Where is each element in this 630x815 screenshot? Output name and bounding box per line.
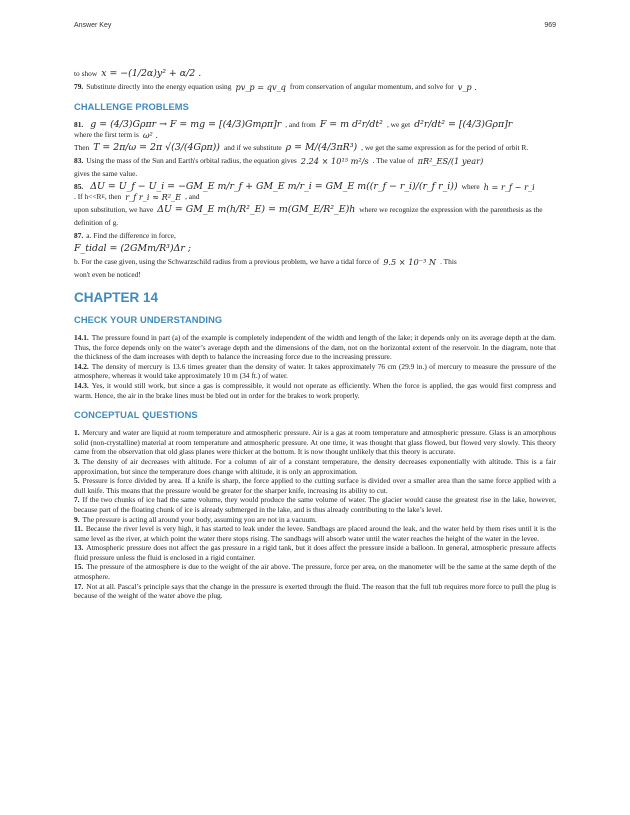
equation: F = m d²r/dt²	[319, 119, 383, 130]
answer-number: 79.	[74, 82, 84, 91]
item-text: The pressure of the atmosphere is due to the weight of the air above. The pressure, force per area, on the manometer will be the same at the same depth of the atmosphere.	[74, 562, 556, 582]
list-item	[74, 362, 556, 381]
page	[74, 22, 556, 601]
item-number: 17.	[74, 581, 84, 591]
list-item	[74, 476, 556, 495]
answer-number: 81.	[74, 120, 84, 129]
equation: g = (4/3)Gρπr → F = mg = [(4/3)Gmρπ]r	[90, 119, 282, 130]
chapter-title: CHAPTER 14	[74, 290, 159, 305]
answer-text: where	[461, 182, 480, 191]
subscript: E	[101, 194, 105, 200]
equation: T = 2π/ω = 2π √(3/(4Gρπ))	[93, 142, 220, 153]
item-text: Mercury and water are liquid at room temperature and atmospheric pressure. Air is a gas at room temperature and atmospheric pressure. Glass is an amorphous solid (non-crystalline) material at room temperature and atmospheric pressure. At one time, it was thought that glass flowed, but flowed very slowly. This theory came from the observation that old glass planes were thicker at the bottom. It is now thought unlikely that this theory is accurate.	[74, 428, 556, 457]
section-heading-conceptual: CONCEPTUAL QUESTIONS	[74, 410, 198, 421]
answer-87-c	[74, 270, 556, 280]
item-text: Atmospheric pressure does not affect the gas pressure in a rigid tank, but it does affect the pressure inside a balloon. In general, atmospheric pressure affects fluid pressure unless the fluid is enclosed in a rigid container.	[74, 543, 556, 562]
equation: 2.24 × 10¹⁵ m²/s	[300, 156, 369, 166]
list-item	[74, 381, 556, 400]
answer-text: definition of g.	[74, 218, 119, 227]
answer-79	[74, 82, 556, 92]
answer-number: 83.	[74, 156, 84, 165]
item-number: 14.3.	[74, 380, 89, 390]
item-number: 3.	[74, 456, 80, 466]
header-left: Answer Key	[74, 22, 112, 29]
answer-85-cont	[74, 205, 556, 215]
answer-text: , we get the same expression as for the period of orbit R.	[361, 143, 529, 152]
equation: ΔU = U_f − U_i = −GM_E m/r_f + GM_E m/r_i = GM_E m((r_f − r_i)/(r_f r_i))	[90, 181, 458, 192]
equation: r_f r_i ≈ R²_E	[125, 192, 182, 202]
conceptual-list	[74, 428, 556, 601]
equation: πR²_ES/(1 year)	[417, 156, 484, 166]
answer-83-cont	[74, 169, 556, 179]
equation: d²r/dt² = [(4/3)Gρπ]r	[414, 119, 513, 130]
equation: pv_p = qv_q	[235, 82, 286, 92]
answer-text: , we get	[386, 120, 411, 129]
item-number: 13.	[74, 543, 84, 553]
list-item	[74, 562, 556, 581]
list-item	[74, 495, 556, 514]
to-show-text: to show	[74, 69, 98, 78]
list-item	[74, 582, 556, 601]
answer-text: b. For the case given, using the Schwarzschild radius from a previous problem, we have a tidal force of	[74, 257, 380, 266]
answer-83	[74, 156, 556, 166]
list-item	[74, 524, 556, 543]
answer-number: 87.	[74, 231, 84, 240]
answer-text: a. Find the difference in force,	[86, 231, 176, 240]
answer-text: gives the same value.	[74, 169, 138, 178]
answer-87	[74, 231, 556, 241]
item-text: Yes, it would still work, but since a gas is compressible, it would not operate as efficiently. When the force is applied, the gas would first compress and warm. Hence, the air in the brake lines must be bled out in order for the brakes to work properly.	[74, 380, 556, 400]
item-text: The density of mercury is 13.6 times greater than the density of water. It takes approximately 76 cm (29.9 in.) of mercury to measure the pressure of the atmosphere, whereas it would take approximately 10 m (34 ft.) of water.	[74, 361, 556, 381]
item-number: 14.1.	[74, 333, 89, 342]
answer-text: . If h<<R	[74, 192, 102, 201]
check-list	[74, 333, 556, 400]
item-text: If the two chunks of ice had the same volume, they would produce the same volume of water. The glacier would cause the greatest rise in the lake, however, because part of the floating chunk of ice is already submerged in the lake, and is thus already contributing to the lake’s level.	[74, 495, 556, 514]
answer-text: , then	[104, 192, 122, 201]
item-text: Not at all. Pascal’s principle says that the change in the pressure is exerted through the fluid. The reason that the full tub requires more force to pull the plug is because of the weight of the water above the plug.	[74, 581, 556, 601]
running-header	[74, 22, 556, 29]
answer-text: . This	[440, 257, 457, 266]
item-text: Because the river level is very high, it has started to leak under the levee. Sandbags are placed around the leak, and the water held by them rises until it is the same level as the river, at which point the water there stops rising. The sandbags will absorb water until the water reaches the height of the water in the levee.	[74, 524, 556, 543]
list-item	[74, 428, 556, 457]
answer-text: Using the mass of the Sun and Earth's orbital radius, the equation gives	[86, 156, 297, 165]
list-item	[74, 515, 556, 525]
equation: ΔU = GM_E m(h/R²_E) = m(GM_E/R²_E)h	[157, 204, 356, 215]
answer-81	[74, 120, 556, 140]
item-number: 11.	[74, 524, 83, 534]
section-heading-challenge: CHALLENGE PROBLEMS	[74, 102, 189, 112]
section-heading-check: CHECK YOUR UNDERSTANDING	[74, 315, 223, 325]
answer-number: 85.	[74, 182, 84, 191]
answer-text: where we recognize the expression with the parenthesis as the	[359, 205, 543, 214]
to-show-equation: x = −(1/2α)y² + α/2 .	[101, 68, 202, 79]
answer-text: where the first term is	[74, 130, 139, 139]
list-item	[74, 543, 556, 562]
item-text: The pressure found in part (a) of the example is completely independent of the width and length of the lake; it depends only on its average depth at the dam. Thus, the force depends only on the water’s average depth and the dimensions of the dam, not on the horizontal extent of the reservoir. In the diagram, note that the thickness of the dam increases with depth to balance the increasing force due to the increasing pressure.	[74, 333, 556, 362]
item-number: 14.2.	[74, 361, 89, 371]
item-text: Pressure is force divided by area. If a knife is sharp, the force applied to the cutting surface is divided over a smaller area than the same force applied with a dull knife. This means that the pressure would be greater for the sharper knife, increasing its ability to cut.	[74, 476, 556, 495]
answer-text: , and	[185, 192, 200, 201]
list-item	[74, 457, 556, 476]
item-number: 5.	[74, 476, 80, 486]
answer-81-cont	[74, 143, 556, 153]
answer-text: , and from	[285, 120, 316, 129]
equation: 9.5 × 10⁻³ N	[383, 257, 437, 267]
equation: v_p .	[457, 82, 477, 92]
answer-text: from conservation of angular momentum, and solve for	[289, 82, 454, 91]
item-number: 9.	[74, 514, 80, 524]
item-number: 1.	[74, 428, 80, 438]
item-text: The density of air decreases with altitude. For a column of air of a constant temperature, the density decreases exponentially with altitude. This is a fair approximation, but since the temperature does change with altitude, it is only an approximation.	[74, 456, 556, 476]
answer-text: and if we substitute	[223, 143, 282, 152]
answer-text: Substitute directly into the energy equation using	[86, 82, 232, 91]
equation: F_tidal = (2GMm/R³)Δr ;	[74, 243, 191, 254]
answer-text: won't even be noticed!	[74, 270, 141, 279]
answer-text: Then	[74, 143, 90, 152]
equation: ρ = M/(4/3πR³)	[285, 142, 358, 153]
answer-85	[74, 182, 556, 202]
item-number: 7.	[74, 495, 80, 505]
list-item	[74, 333, 556, 362]
equation: ω² .	[142, 130, 159, 140]
item-text: The pressure is acting all around your body, assuming you are not in a vacuum.	[82, 514, 317, 524]
answer-87-eq	[74, 244, 556, 254]
answer-text: . The value of	[372, 156, 414, 165]
answer-85-cont2	[74, 218, 556, 228]
item-number: 15.	[74, 562, 84, 572]
answer-text: upon substitution, we have	[74, 205, 154, 214]
answer-87-b	[74, 257, 556, 267]
to-show-line	[74, 69, 556, 79]
page-number: 969	[544, 22, 556, 29]
equation: h = r_f − r_i	[483, 182, 535, 192]
